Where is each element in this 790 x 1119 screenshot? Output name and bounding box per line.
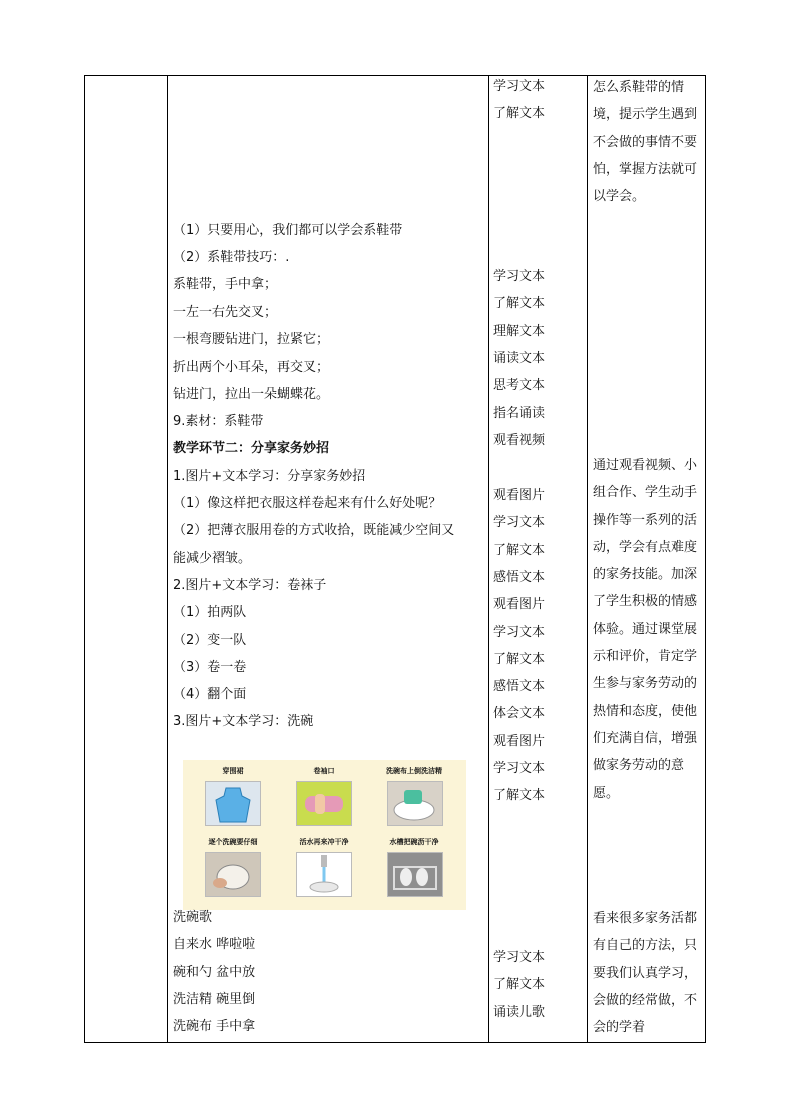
activity-item: 学习文本	[493, 950, 546, 965]
activity-item: 了解文本	[493, 542, 546, 558]
content-line: 3.图片+文本学习：洗碗	[173, 714, 314, 729]
teaching-content-column	[173, 76, 485, 1042]
column-divider	[488, 76, 489, 1042]
column-divider	[167, 76, 168, 1042]
activity-item: 了解文本	[493, 651, 546, 667]
activity-item: 感悟文本	[493, 569, 546, 585]
content-line: （3）卷一卷	[173, 660, 247, 675]
activity-item: 诵读儿歌	[493, 1004, 546, 1020]
activity-item: 诵读文本	[493, 350, 546, 366]
learning-activity-column	[493, 76, 585, 1042]
song-title: 洗碗歌	[173, 910, 213, 925]
song-line: 自来水 哗啦啦	[173, 937, 256, 952]
activity-item: 感悟文本	[493, 679, 546, 695]
activity-item: 观看图片	[493, 733, 546, 749]
content-line: 一左一右先交叉；	[173, 305, 278, 320]
activity-item: 理解文本	[493, 323, 546, 339]
figure-caption: 穿围裙	[222, 767, 244, 775]
song-line: 洗碗布 手中拿	[173, 1019, 256, 1034]
sleeve-roll-picture	[296, 781, 352, 826]
figure-caption: 卷袖口	[313, 767, 335, 775]
activity-item: 观看图片	[493, 488, 546, 503]
content-line: 1.图片+文本学习：分享家务妙招	[173, 469, 366, 484]
figure-caption: 逐个洗碗要仔细	[208, 838, 258, 846]
drain-rack-picture	[387, 852, 443, 897]
activity-item: 学习文本	[493, 515, 546, 531]
intent-paragraph: 通过观看视频、小组合作、学生动手操作等一系列的活动，学会有点难度的家务技能。加深了学生积极的情感体验。通过课堂展示和评价，肯定学生参与家务劳动的热情和态度，使他们充满自信，增强做家务劳动的意愿。	[593, 458, 698, 801]
design-intent-column	[593, 76, 705, 1042]
song-line: 碗和勺 盆中放	[173, 965, 256, 980]
content-line: （2）把薄衣服用卷的方式收拾，既能减少空间又	[173, 523, 455, 538]
content-line: 能减少褶皱。	[173, 551, 252, 566]
content-line: （1）拍两队	[173, 605, 247, 620]
activity-item: 指名诵读	[493, 405, 546, 421]
content-line: （1）像这样把衣服这样卷起来有什么好处呢？	[173, 496, 442, 511]
dishwashing-steps-figure	[183, 760, 466, 910]
activity-item: 观看视频	[493, 432, 546, 448]
detergent-picture	[387, 781, 443, 826]
activity-item: 体会文本	[493, 706, 546, 722]
content-line: （4）翻个面	[173, 687, 247, 702]
column-divider	[587, 76, 588, 1042]
intent-paragraph: 怎么系鞋带的情境，提示学生遇到不会做的事情不要怕，掌握方法就可以学会。	[593, 80, 698, 205]
wash-bowl-picture	[205, 852, 261, 897]
rinse-picture	[296, 852, 352, 897]
figure-caption: 水槽把碗沥干净	[389, 838, 439, 846]
activity-item: 了解文本	[493, 106, 546, 122]
figure-caption: 洗碗布上倒洗洁精	[386, 767, 442, 775]
lesson-plan-table	[84, 75, 706, 1043]
activity-item: 了解文本	[493, 296, 546, 312]
activity-item: 学习文本	[493, 269, 546, 284]
activity-item: 思考文本	[493, 378, 546, 394]
intent-paragraph: 看来很多家务活都有自己的方法，只要我们认真学习，会做的经常做，不会的学着	[593, 911, 698, 1036]
activity-item: 学习文本	[493, 79, 546, 94]
content-line: （2）变一队	[173, 633, 247, 648]
content-line: （2）系鞋带技巧：.	[173, 250, 290, 265]
section-heading: 教学环节二：分享家务妙招	[173, 441, 330, 456]
content-line: 2.图片+文本学习：卷袜子	[173, 578, 327, 593]
content-line: 9.素材：系鞋带	[173, 414, 264, 429]
activity-item: 了解文本	[493, 788, 546, 804]
content-line: （1）只要用心，我们都可以学会系鞋带	[173, 223, 403, 238]
activity-item: 了解文本	[493, 977, 546, 993]
activity-item: 观看图片	[493, 597, 546, 613]
content-line: 钻进门，拉出一朵蝴蝶花。	[173, 387, 330, 402]
content-line: 系鞋带，手中拿；	[173, 277, 278, 292]
content-line: 一根弯腰钻进门，拉紧它；	[173, 332, 330, 347]
content-line: 折出两个小耳朵，再交叉；	[173, 360, 330, 375]
song-line: 洗洁精 碗里倒	[173, 992, 256, 1007]
apron-picture	[205, 781, 261, 826]
activity-item: 学习文本	[493, 761, 546, 776]
figure-caption: 活水再来冲干净	[299, 838, 349, 846]
activity-item: 学习文本	[493, 624, 546, 640]
